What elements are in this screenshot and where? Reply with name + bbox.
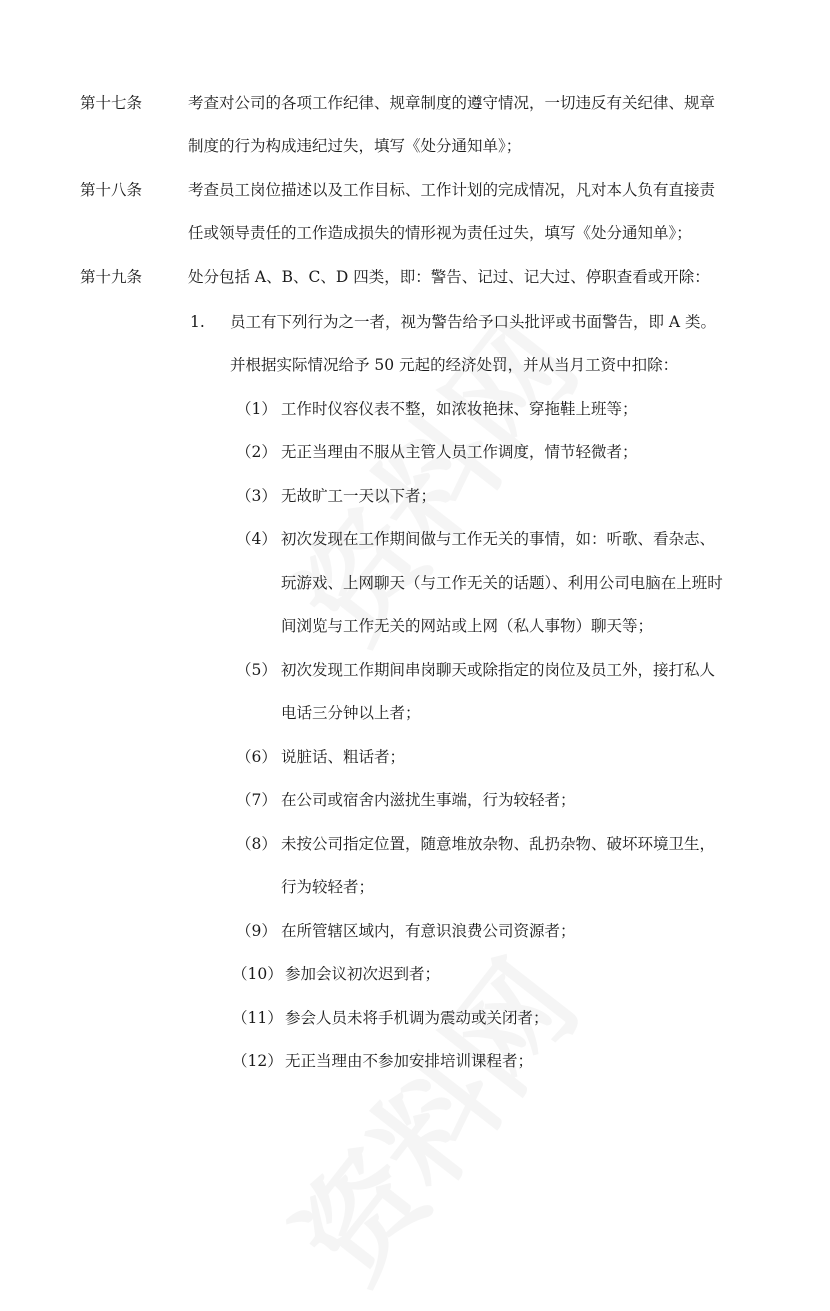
item-text: 工作时仪容仪表不整，如浓妆艳抹、穿拖鞋上班等； [281, 400, 638, 418]
item-text: 行为较轻者； [281, 878, 375, 896]
item-text: 电话三分钟以上者； [281, 704, 421, 722]
item-text: 无正当理由不服从主管人员工作调度，情节轻微者； [281, 443, 638, 461]
item-number: （10） [232, 965, 283, 983]
item-text: 间浏览与工作无关的网站或上网（私人事物）聊天等； [281, 617, 654, 635]
article-18-text: 任或领导责任的工作造成损失的情形视为责任过失，填写《处分通知单》； [188, 224, 692, 242]
item-number: （9） [236, 922, 277, 940]
article-17-label: 第十七条 [80, 94, 143, 112]
item-text: 玩游戏、上网聊天（与工作无关的话题）、利用公司电脑在上班时 [281, 574, 723, 592]
item-number: （6） [236, 748, 277, 766]
item-text: 在公司或宿舍内滋扰生事端，行为较轻者； [281, 791, 576, 809]
article-19-label: 第十九条 [80, 268, 143, 286]
article-17-text: 制度的行为构成违纪过失，填写《处分通知单》； [188, 137, 522, 155]
item-number: （5） [236, 661, 277, 679]
item-number: （1） [236, 400, 277, 418]
item-text: 在所管辖区域内，有意识浪费公司资源者； [281, 922, 576, 940]
item-text: 未按公司指定位置，随意堆放杂物、乱扔杂物、破坏环境卫生， [281, 835, 716, 853]
item-number: （8） [236, 835, 277, 853]
article-18-label: 第十八条 [80, 181, 143, 199]
item-text: 初次发现工作期间串岗聊天或除指定的岗位及员工外，接打私人 [281, 661, 716, 679]
item-text: 初次发现在工作期间做与工作无关的事情，如：听歌、看杂志、 [281, 530, 716, 548]
item-number: （3） [236, 487, 277, 505]
clause-1-text: 并根据实际情况给予 50 元起的经济处罚，并从当月工资中扣除： [230, 356, 679, 374]
item-text: 无故旷工一天以下者； [281, 487, 437, 505]
item-number: （11） [232, 1009, 283, 1027]
watermark-center [251, 281, 608, 671]
article-18-text: 考查员工岗位描述以及工作目标、工作计划的完成情况，凡对本人负有直接责 [188, 181, 716, 199]
item-text: 参加会议初次迟到者； [285, 965, 441, 983]
item-text: 参会人员未将手机调为震动或关闭者； [285, 1009, 549, 1027]
article-17-text: 考查对公司的各项工作纪律、规章制度的遵守情况，一切违反有关纪律、规章 [188, 94, 716, 112]
item-number: （4） [236, 530, 277, 548]
item-text: 说脏话、粗话者； [281, 748, 406, 766]
item-number: （2） [236, 443, 277, 461]
clause-1-number: 1. [190, 313, 205, 331]
item-number: （7） [236, 791, 277, 809]
article-19-text: 处分包括 A、B、C、D 四类，即：警告、记过、记大过、停职查看或开除： [188, 268, 710, 286]
clause-1-text: 员工有下列行为之一者，视为警告给予口头批评或书面警告，即 A 类。 [230, 313, 717, 331]
item-text: 无正当理由不参加安排培训课程者； [285, 1052, 534, 1070]
item-number: （12） [232, 1052, 283, 1070]
